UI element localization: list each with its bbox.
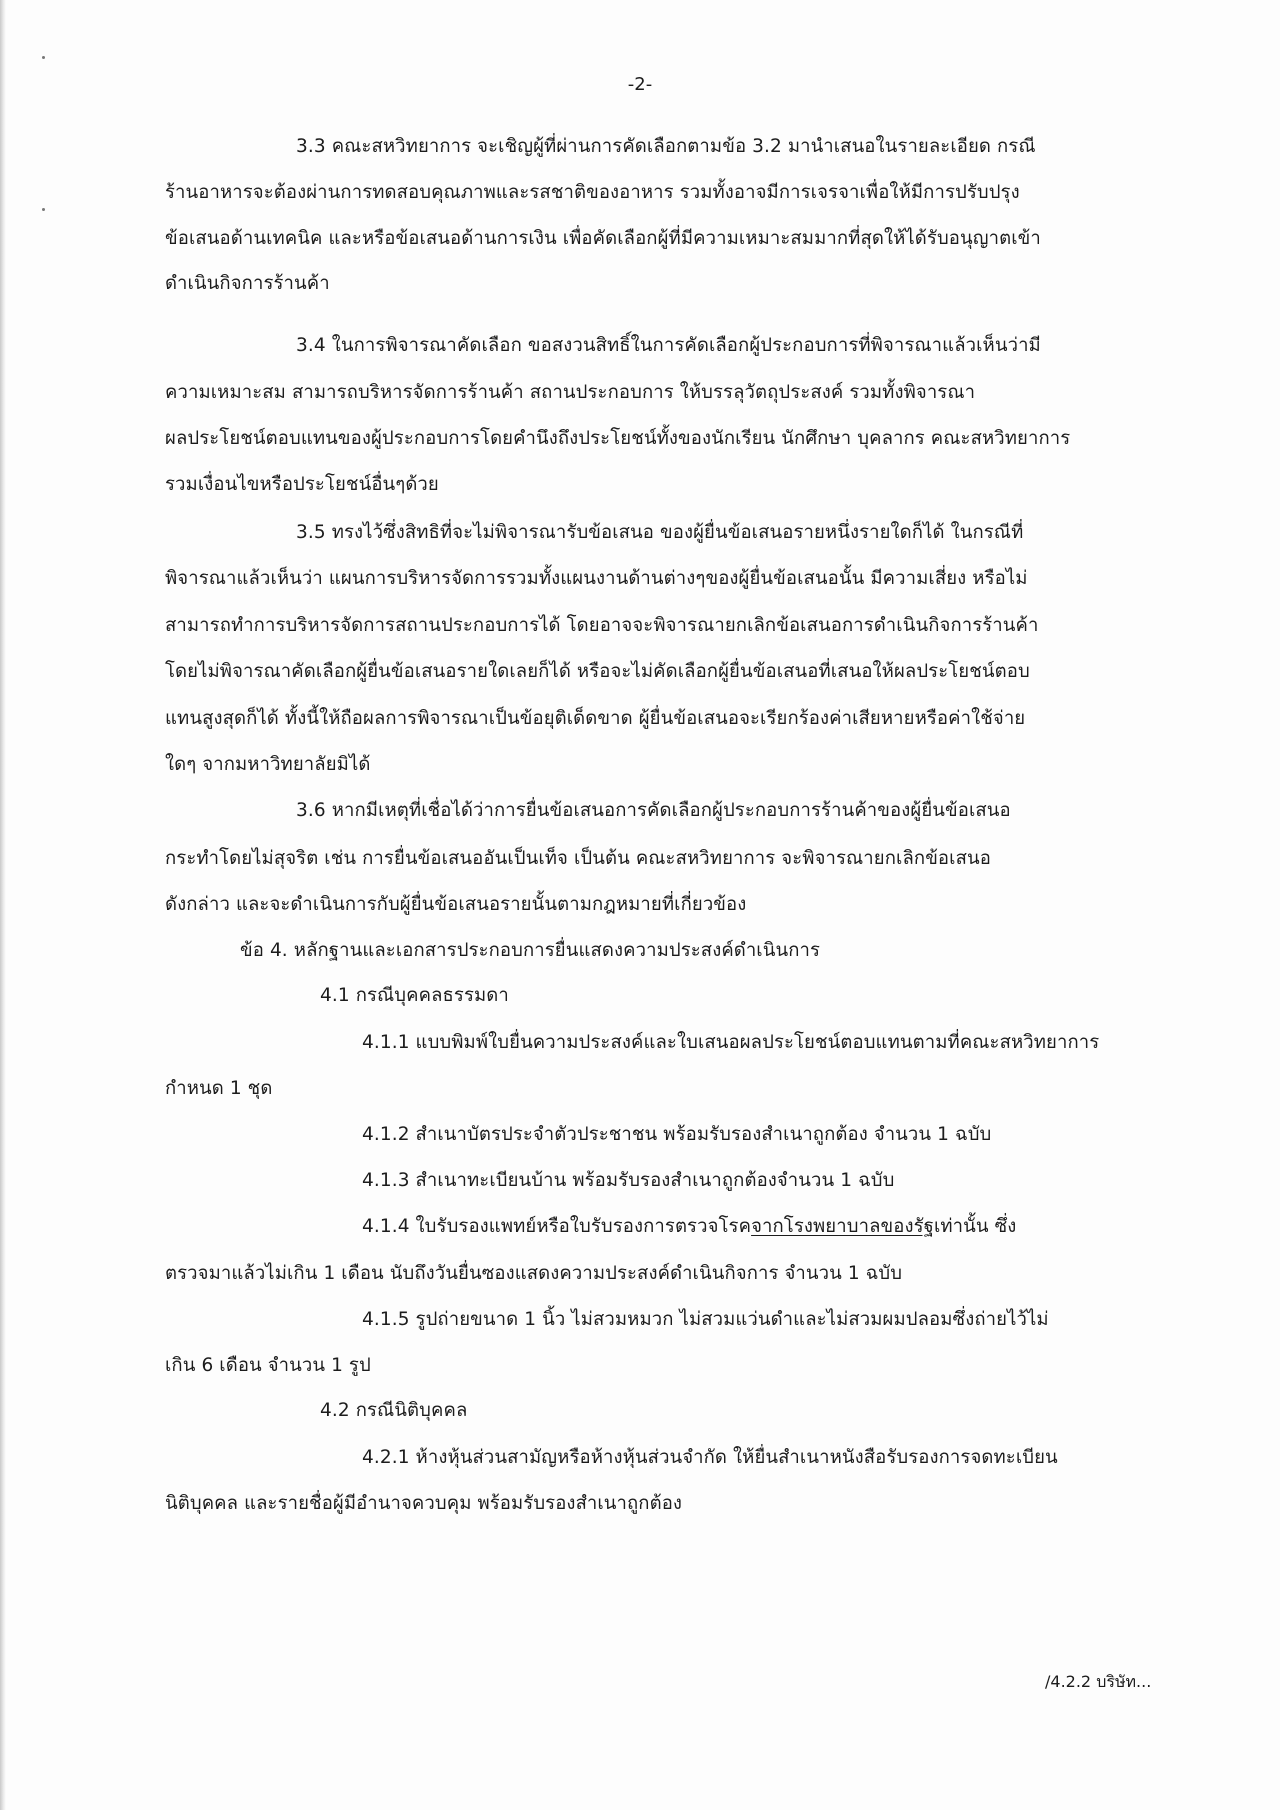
paragraph-3-5-line-1: 3.5 ทรงไว้ซึ่งสิทธิที่จะไม่พิจารณารับข้อเสนอ ของผู้ยื่นข้อเสนอรายหนึ่งรายใดก็ได้ ในกรณีที่ <box>296 522 1024 543</box>
paragraph-3-3-line-1: 3.3 คณะสหวิทยาการ จะเชิญผู้ที่ผ่านการคัดเลือกตามข้อ 3.2 มานำเสนอในรายละเอียด กรณี <box>296 136 1036 157</box>
page-number: -2- <box>627 74 653 95</box>
paragraph-3-6-line-3: ดังกล่าว และจะดำเนินการกับผู้ยื่นข้อเสนอรายนั้นตามกฎหมายที่เกี่ยวข้อง <box>165 894 747 915</box>
section-4-1-heading: 4.1 กรณีบุคคลธรรมดา <box>320 985 509 1006</box>
item-4-1-3: 4.1.3 สำเนาทะเบียนบ้าน พร้อมรับรองสำเนาถูกต้องจำนวน 1 ฉบับ <box>362 1170 895 1191</box>
paragraph-3-3-line-4: ดำเนินกิจการร้านค้า <box>165 273 330 294</box>
item-4-2-1-line-2: นิติบุคคล และรายชื่อผู้มีอำนาจควบคุม พร้อมรับรองสำเนาถูกต้อง <box>165 1493 683 1514</box>
paragraph-3-4-line-1: 3.4 ในการพิจารณาคัดเลือก ขอสงวนสิทธิ์ในการคัดเลือกผู้ประกอบการที่พิจารณาแล้วเห็นว่ามี <box>296 335 1041 356</box>
item-4-1-1-line-2: กำหนด 1 ชุด <box>165 1078 273 1099</box>
item-4-1-2: 4.1.2 สำเนาบัตรประจำตัวประชาชน พร้อมรับรองสำเนาถูกต้อง จำนวน 1 ฉบับ <box>362 1124 992 1145</box>
section-4-2-heading: 4.2 กรณีนิติบุคคล <box>320 1400 468 1421</box>
paragraph-3-5-line-6: ใดๆ จากมหาวิทยาลัยมิได้ <box>165 754 371 775</box>
item-4-1-4-line-2: ตรวจมาแล้วไม่เกิน 1 เดือน นับถึงวันยื่นซองแสดงความประสงค์ดำเนินกิจการ จำนวน 1 ฉบับ <box>165 1263 903 1284</box>
scan-speck <box>42 208 45 211</box>
paragraph-3-5-line-4: โดยไม่พิจารณาคัดเลือกผู้ยื่นข้อเสนอรายใดเลยก็ได้ หรือจะไม่คัดเลือกผู้ยื่นข้อเสนอที่เสนอให้ผลประโยชน์ตอบ <box>165 661 1030 682</box>
item-4-2-1-line-1: 4.2.1 ห้างหุ้นส่วนสามัญหรือห้างหุ้นส่วนจำกัด ให้ยื่นสำเนาหนังสือรับรองการจดทะเบียน <box>362 1447 1058 1468</box>
continuation-reference: /4.2.2 บริษัท... <box>1045 1672 1152 1691</box>
paragraph-3-4-line-2: ความเหมาะสม สามารถบริหารจัดการร้านค้า สถานประกอบการ ให้บรรลุวัตถุประสงค์ รวมทั้งพิจารณา <box>165 382 976 403</box>
paragraph-3-5-line-3: สามารถทำการบริหารจัดการสถานประกอบการได้ โดยอาจจะพิจารณายกเลิกข้อเสนอการดำเนินกิจการร้านค้า <box>165 615 1039 636</box>
item-4-1-4-underlined-text: จากโรงพยาบาลของรัฐ <box>751 1216 934 1237</box>
item-4-1-5-line-2: เกิน 6 เดือน จำนวน 1 รูป <box>165 1355 371 1376</box>
item-4-1-4-text-start: 4.1.4 ใบรับรองแพทย์หรือใบรับรองการตรวจโรค <box>362 1216 752 1237</box>
item-4-1-4-text-end: เท่านั้น ซึ่ง <box>933 1216 1017 1237</box>
scan-speck <box>42 56 45 59</box>
paragraph-3-4-line-3: ผลประโยชน์ตอบแทนของผู้ประกอบการโดยคำนึงถึงประโยชน์ทั้งของนักเรียน นักศึกษา บุคลากร คณะสหวิทยาการ <box>165 428 1071 449</box>
paragraph-3-3-line-3: ข้อเสนอด้านเทคนิค และหรือข้อเสนอด้านการเงิน เพื่อคัดเลือกผู้ที่มีความเหมาะสมมากที่สุดให้ได้รับอนุญาตเข้า <box>165 228 1041 249</box>
paragraph-3-4-line-4: รวมเงื่อนไขหรือประโยชน์อื่นๆด้วย <box>165 474 439 495</box>
item-4-1-4-line-1 <box>362 1214 1016 1240</box>
paragraph-3-6-line-1: 3.6 หากมีเหตุที่เชื่อได้ว่าการยื่นข้อเสนอการคัดเลือกผู้ประกอบการร้านค้าของผู้ยื่นข้อเสนอ <box>296 800 1011 821</box>
item-4-1-5-line-1: 4.1.5 รูปถ่ายขนาด 1 นิ้ว ไม่สวมหมวก ไม่สวมแว่นดำและไม่สวมผมปลอมซึ่งถ่ายไว้ไม่ <box>362 1309 1049 1330</box>
section-4-heading: ข้อ 4. หลักฐานและเอกสารประกอบการยื่นแสดงความประสงค์ดำเนินการ <box>240 940 821 961</box>
paragraph-3-3-line-2: ร้านอาหารจะต้องผ่านการทดสอบคุณภาพและรสชาติของอาหาร รวมทั้งอาจมีการเจรจาเพื่อให้มีการปรับปรุง <box>165 182 1020 203</box>
item-4-1-1-line-1: 4.1.1 แบบพิมพ์ใบยื่นความประสงค์และใบเสนอผลประโยชน์ตอบแทนตามที่คณะสหวิทยาการ <box>362 1032 1100 1053</box>
paragraph-3-5-line-2: พิจารณาแล้วเห็นว่า แผนการบริหารจัดการรวมทั้งแผนงานด้านต่างๆของผู้ยื่นข้อเสนอนั้น มีความเสี่ยง หรือไม่ <box>165 568 1028 589</box>
paragraph-3-6-line-2: กระทำโดยไม่สุจริต เช่น การยื่นข้อเสนออันเป็นเท็จ เป็นต้น คณะสหวิทยาการ จะพิจารณายกเลิกข้อเสนอ <box>165 848 991 869</box>
paragraph-3-5-line-5: แทนสูงสุดก็ได้ ทั้งนี้ให้ถือผลการพิจารณาเป็นข้อยุติเด็ดขาด ผู้ยื่นข้อเสนอจะเรียกร้องค่าเสียหายหรือค่าใช้จ่าย <box>165 708 1026 729</box>
scan-edge <box>0 0 6 1810</box>
